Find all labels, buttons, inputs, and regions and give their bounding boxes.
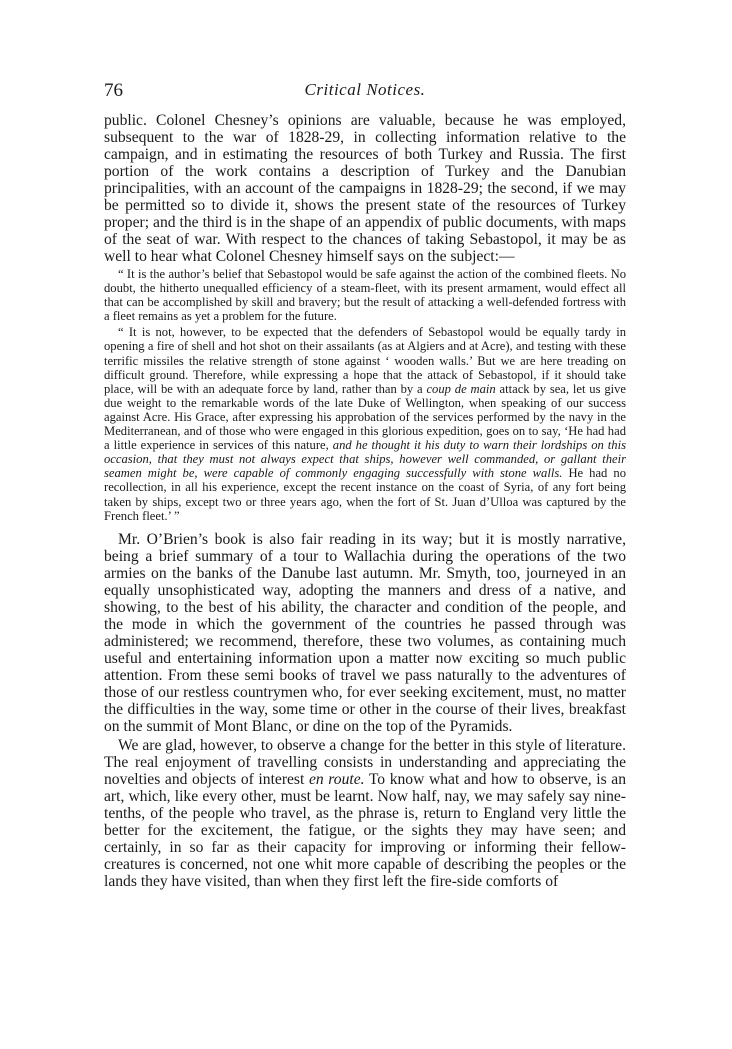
quote-2-text-2: attack by sea, let us give due weight to the remarkable words of the late Duke of Wellington, when speaking of our success against Acre. His Grace, after expressing his approbation of the services performed by the navy in the Mediterranean, and of those who were engaged in this glorious expedition, goes on to say, ‘He had had a little experience in services of this nature,: [104, 381, 626, 453]
quote-2-text-1: “ It is not, however, to be expected that the defenders of Sebastopol would be equally tardy in opening a fire of shell and hot shot on their assailants (as at Algiers and at Acre), and testing with these terrific missiles the relative strength of stone against ‘ wooden walls.’ But we are here treading on difficult ground. Therefore, while expressing a hope that the attack of Sebastopol, if it should take place, will be with an adequate force by land, rather than by a: [104, 325, 626, 396]
quote-2: [104, 325, 626, 522]
quote-1: “ It is the author’s belief that Sebastopol would be safe against the action of the combined fleets. No doubt, the hitherto unequalled efficiency of a steam-fleet, with its present armament, would effect all that can be accomplished by skill and bravery; but the result of attacking a well-defended fortress with a fleet remains as yet a problem for the future.: [104, 267, 626, 324]
quote-2-italic-1: coup de main: [426, 381, 496, 396]
paragraph-2: Mr. O’Brien’s book is also fair reading in its way; but it is mostly narrative, being a brief summary of a tour to Wallachia during the operations of the two armies on the banks of the Danube last autumn. Mr. Smyth, too, journeyed in an equally unsophisticated way, adopting the manners and dress of a native, and showing, to the best of his ability, the character and condition of the people, and the mode in which the government of the countries he passed through was administered; we recommend, therefore, these two volumes, as containing much useful and entertaining information upon a matter now exciting so much public attention. From these semi books of travel we pass naturally to the adventures of those of our restless countrymen who, for ever seeking excitement, must, no matter the difficulties in the way, some time or other in the course of their lives, breakfast on the summit of Mont Blanc, or dine on the top of the Pyramids.: [104, 530, 626, 735]
quote-2-text-3: He had no recollection, in all his experience, except the recent instance on the coast of Syria, of any fort being taken by ships, except two or three years ago, when the fort of St. Juan d’Ulloa was captured by the French fleet.’ ”: [104, 466, 626, 523]
paragraph-3-text-2: To know what and how to observe, is an art, which, like every other, must be learnt. Now half, nay, we may safely say nine-tenths, of the people who travel, as the phrase is, return to England very little the better for the excitement, the fatigue, or the sights they may have seen; and certainly, in so far as their capacity for improving or informing their fellow-creatures is concerned, not one whit more capable of describing the peoples or the lands they have visited, than when they first left the fire-side comforts of: [104, 770, 626, 890]
page-header: [104, 80, 626, 102]
running-title: Critical Notices.: [304, 80, 426, 99]
paragraph-1: public. Colonel Chesney’s opinions are valuable, because he was employed, subsequent to the war of 1828-29, in collecting information relative to the campaign, and in estimating the resources of both Turkey and Russia. The first portion of the work contains a description of Turkey and the Danubian principalities, with an account of the campaigns in 1828-29; the second, if we may be permitted so to divide it, shows the present state of the resources of Turkey proper; and the third is in the shape of an appendix of public documents, with maps of the seat of war. With respect to the chances of taking Sebastopol, it may be as well to hear what Colonel Chesney himself says on the subject:—: [104, 112, 626, 265]
paragraph-3: [104, 737, 626, 890]
paragraph-3-text-1: We are glad, however, to observe a change for the better in this style of literature. The real enjoyment of travelling consists in understanding and appreciating the novelties and objects of interest: [104, 736, 626, 788]
paragraph-3-italic-1: en route.: [308, 770, 365, 788]
page: [104, 80, 626, 890]
page-number: 76: [104, 80, 123, 101]
quote-2-italic-2: and he thought it his duty to warn their lordships on this occasion, that they must not always expect that ships, however well commanded, or gallant their seamen might be, were capable of commonly engaging successfully with stone walls.: [104, 438, 626, 481]
